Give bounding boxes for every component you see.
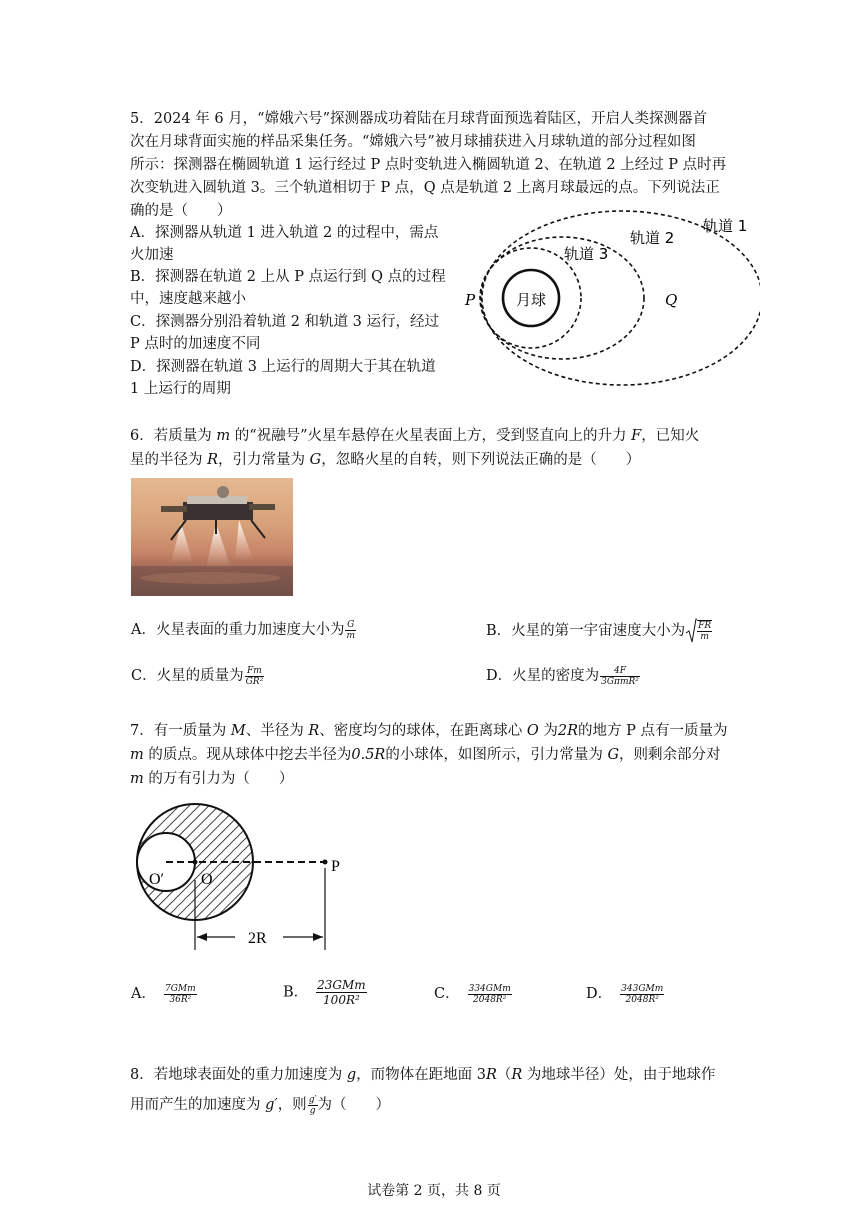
sphere-cavity-diagram (125, 800, 365, 960)
moon-label: 月球 (515, 291, 547, 309)
p-label: P (331, 858, 340, 875)
q7-line-3: m 的万有引力为（ ） (130, 771, 294, 787)
orbit-3-label: 轨道 3 (564, 245, 609, 263)
q6-option-c: C．火星的质量为 $\frac{Fm}{\text{GR²}}$ (131, 665, 264, 687)
orbit-2-label: 轨道 2 (630, 229, 675, 247)
point-q-label: Q (665, 291, 678, 309)
o-prime-label: O′ (149, 871, 165, 888)
q6-line-2: 星的半径为 R，引力常量为 G，忽略火星的自转，则下列说法正确的是（ ） (130, 452, 641, 468)
orbit-1-label: 轨道 1 (703, 217, 748, 235)
q5-option-c: C．探测器分别沿着轨道 2 和轨道 3 运行，经过 (130, 314, 439, 330)
q7-option-c: C． $\frac{\text{334GMm}}{\text{2048R²}}$ (434, 983, 511, 1005)
q7-option-a: A． $\frac{\text{7GMm}}{\text{36R²}}$ (131, 983, 196, 1005)
dim-label: 2R (248, 930, 267, 947)
sqrt-sign (685, 618, 697, 644)
q5-option-b: B．探测器在轨道 2 上从 P 点运行到 Q 点的过程 (130, 269, 446, 285)
lander-illustration (131, 478, 293, 596)
q5-line-4: 次变轨进入圆轨道 3。三个轨道相切于 P 点，Q 点是轨道 2 上离月球最远的点。下列说法正 (130, 180, 720, 196)
q5-option-a-cont: 火加速 (130, 247, 174, 263)
q5-line-1: 5．2024 年 6 月，“嫦娥六号”探测器成功着陆在月球背面预选着陆区，开启人类探测器首 (130, 111, 708, 127)
q7-option-b: B． $\frac{\text{23GMm}}{\text{100R²}}$ (283, 978, 366, 1007)
page-footer: 试卷第 2 页，共 8 页 (367, 1183, 501, 1199)
q5-line-5: 确的是（ ） (130, 203, 232, 219)
q5-option-d-cont: 1 上运行的周期 (130, 381, 231, 397)
q5-option-b-cont: 中，速度越来越小 (130, 291, 246, 307)
orbit-diagram (460, 205, 760, 395)
q5-option-c-cont: P 点时的加速度不同 (130, 336, 261, 352)
point-p-dot (323, 860, 328, 865)
center-o-dot (193, 860, 198, 865)
q7-line-2: m 的质点。现从球体中挖去半径为0.5R的小球体，如图所示，引力常量为 G，则剩余部分对 (130, 747, 721, 763)
q6-option-a: A．火星表面的重力加速度大小为 $\frac{G}{m}$ (131, 619, 356, 641)
q7-line-1: 7．有一质量为 M、半径为 R、密度均匀的球体，在距离球心 O 为2R的地方 P 点有一质量为 (130, 723, 728, 739)
q8-line-2: 用而产生的加速度为 g′，则 $\frac{g'}{g}$ 为（ ） (130, 1094, 390, 1116)
point-p-label: P (465, 291, 476, 309)
q7-option-d: D． $\frac{\text{343GMm}}{\text{2048R²}}$ (586, 983, 664, 1005)
o-label: O (201, 871, 213, 888)
q5-line-3: 所示：探测器在椭圆轨道 1 运行经过 P 点时变轨进入椭圆轨道 2、在轨道 2 上经过 P 点时再 (130, 157, 727, 173)
q6-option-b: B．火星的第一宇宙速度大小为 $\frac{FR}{m}$ (486, 618, 712, 644)
q5-option-a: A．探测器从轨道 1 进入轨道 2 的过程中，需点 (130, 225, 439, 241)
q6-option-d: D．火星的密度为 $\frac{4F}{\text{3GπmR²}}$ (486, 665, 639, 687)
q8-line-1: 8．若地球表面处的重力加速度为 g，而物体在距地面 3R（R 为地球半径）处，由于地球作 (130, 1067, 716, 1083)
q6-line-1: 6．若质量为 m 的“祝融号”火星车悬停在火星表面上方，受到竖直向上的升力 F，已知火 (130, 428, 700, 444)
q5-line-2: 次在月球背面实施的样品采集任务。“嫦娥六号”被月球捕获进入月球轨道的部分过程如图 (130, 134, 696, 150)
mars-lander-photo (131, 478, 293, 596)
q5-option-d: D．探测器在轨道 3 上运行的周期大于其在轨道 (130, 359, 436, 375)
